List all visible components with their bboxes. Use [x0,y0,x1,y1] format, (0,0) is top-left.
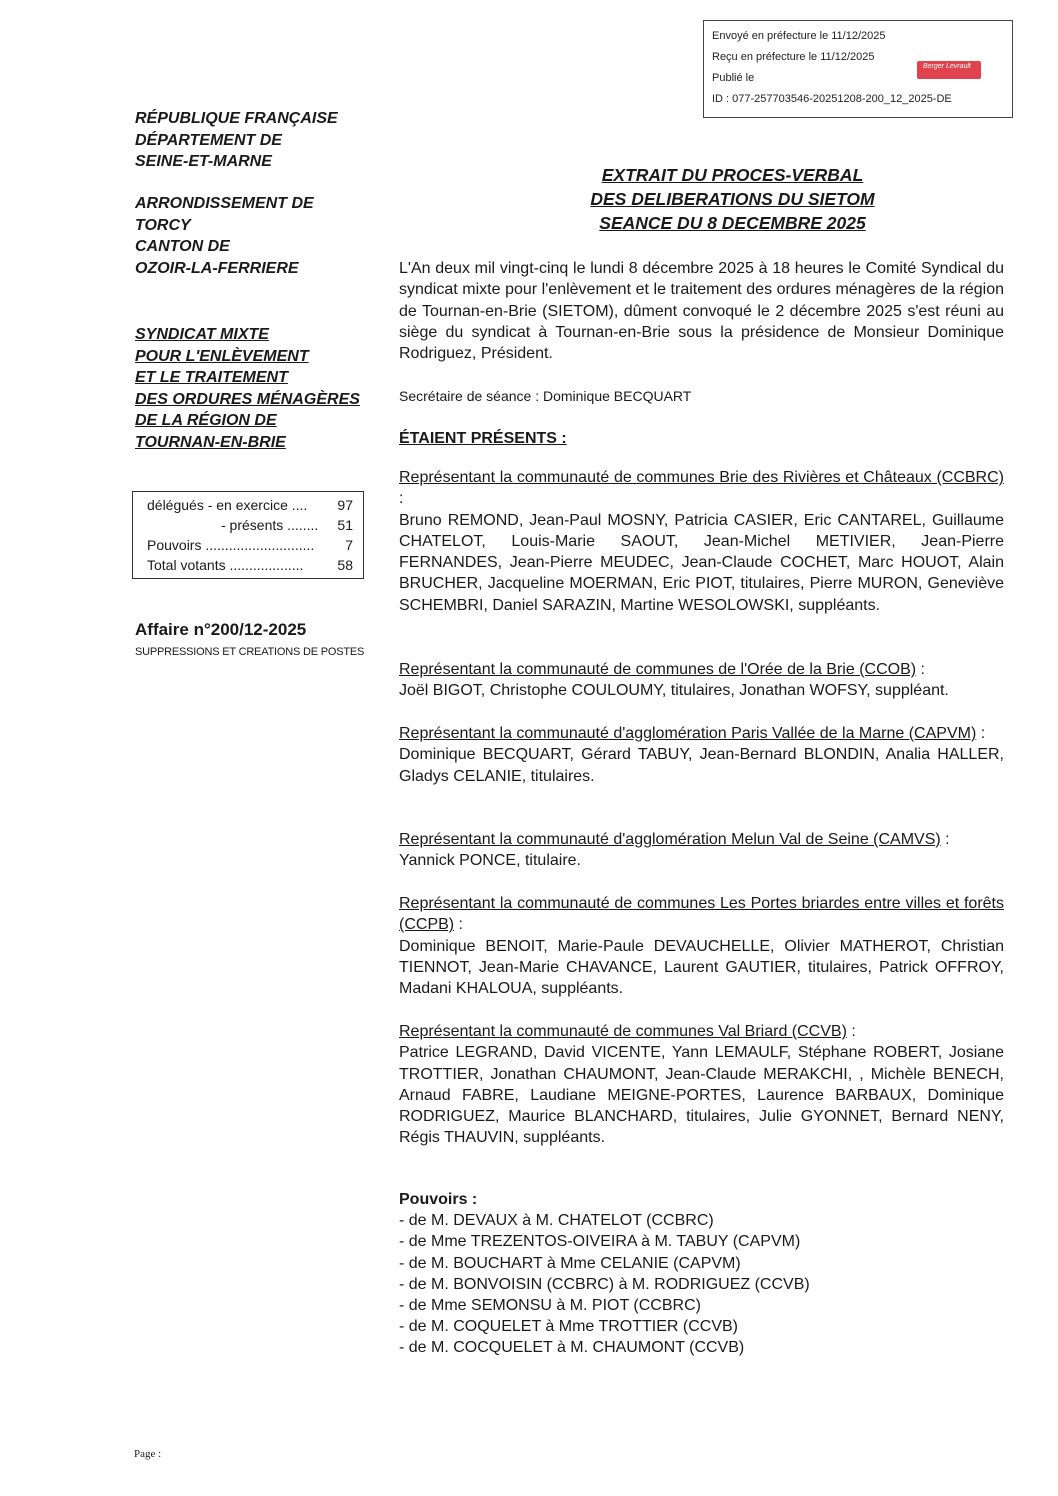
affaire-number: Affaire n°200/12-2025 [135,620,307,639]
pouvoir-item: - de M. BONVOISIN (CCBRC) à M. RODRIGUEZ (CCVB) [399,1275,810,1293]
pouvoirs-heading: Pouvoirs : [399,1191,478,1208]
group-ccpb: Représentant la communauté de communes Les Portes briardes entre villes et forêts (CCPB) : Dominique BENOIT, Marie-Paule DEVAUCHELLE, Olivier MATHEROT, Christian TIENNOT, Jean-Marie CHAVANCE, Laurent GAUTIER, titulaires, Patrick OFFROY, Madani KHALOUA, suppléants. [399,893,1004,999]
header-line: OZOIR-LA-FERRIERE [135,259,299,277]
group-members: Bruno REMOND, Jean-Paul MOSNY, Patricia CASIER, Eric CANTAREL, Guillaume CHATELOT, Louis-Marie SAOUT, Jean-Michel METIVIER, Jean-Pierre FERNANDES, Jean-Pierre MEUDEC, Jean-Claude COCHET, Marc HOUOT, Alain BRUCHER, Jacqueline MOERMAN, Eric PIOT, titulaires, Pierre MURON, Geneviève SCHEMBRI, Daniel SARAZIN, Martine WESOLOWSKI, suppléants. [399,511,1004,614]
header-syndicat [135,324,375,453]
affaire-subject: SUPPRESSIONS ET CREATIONS DE POSTES [135,646,365,658]
header-line: SYNDICAT MIXTE [135,326,269,343]
header-arrondissement [135,193,375,279]
header-line: ARRONDISSEMENT DE [135,195,314,212]
page-footer: Page : [134,1448,162,1460]
group-heading: Représentant la communauté de communes Brie des Rivières et Châteaux (CCBRC) [399,469,1004,486]
header-line: DE LA RÉGION DE [135,412,277,429]
title-line: DES DELIBERATIONS DU SIETOM [590,189,875,209]
count-value: 58 [337,557,353,573]
header-line: DÉPARTEMENT DE [135,131,282,149]
header-line: ET LE TRAITEMENT [135,369,288,386]
pouvoir-item: - de M. COCQUELET à M. CHAUMONT (CCVB) [399,1339,745,1357]
count-label: délégués - en exercice .... [147,497,308,513]
header-line: CANTON DE [135,238,230,255]
secretary-line: Secrétaire de séance : Dominique BECQUART [399,388,692,404]
group-ccvb: Représentant la communauté de communes Val Briard (CCVB) : Patrice LEGRAND, David VICENTE, Yann LEMAULF, Stéphane ROBERT, Josiane TROTTIER, Jonathan CHAUMONT, Jean-Claude MERAKCHI, , Michèle BENECH, Arnaud FABRE, Laudiane MEIGNE-PORTES, Laurence BARBAUX, Dominique RODRIGUEZ, Maurice BLANCHARD, titulaires, Julie GYONNET, Bernard NENY, Régis THAUVIN, suppléants. [399,1021,1004,1149]
count-value: 7 [345,537,353,553]
header-line: TOURNAN-EN-BRIE [135,433,286,451]
group-members: Patrice LEGRAND, David VICENTE, Yann LEMAULF, Stéphane ROBERT, Josiane TROTTIER, Jonathan CHAUMONT, Jean-Claude MERAKCHI, , Michèle BENECH, Arnaud FABRE, Laudiane MEIGNE-PORTES, Laurence BARBAUX, Dominique RODRIGUEZ, Maurice BLANCHARD, titulaires, Julie GYONNET, Bernard NENY, Régis THAUVIN, suppléants. [399,1044,1004,1147]
count-value: 51 [337,517,353,533]
pouvoir-item: - de M. DEVAUX à M. CHATELOT (CCBRC) [399,1212,714,1230]
header-line: SEINE-ET-MARNE [135,153,272,170]
group-ccbrc: Représentant la communauté de communes Brie des Rivières et Châteaux (CCBRC) : Bruno REMOND, Jean-Paul MOSNY, Patricia CASIER, Eric CANTAREL, Guillaume CHATELOT, Louis-Marie SAOUT, Jean-Michel METIVIER, Jean-Pierre FERNANDES, Jean-Pierre MEUDEC, Jean-Claude COCHET, Marc HOUOT, Alain BRUCHER, Jacqueline MOERMAN, Eric PIOT, titulaires, Pierre MURON, Geneviève SCHEMBRI, Daniel SARAZIN, Martine WESOLOWSKI, suppléants. [399,467,1004,616]
header-line: TORCY [135,216,191,234]
header-line: POUR L'ENLÈVEMENT [135,347,309,365]
present-heading: ÉTAIENT PRÉSENTS : [399,430,567,447]
header-line: RÉPUBLIQUE FRANÇAISE [135,110,338,127]
header-republique [135,108,375,173]
count-label: Total votants ................... [147,557,304,573]
title-line: SEANCE DU 8 DECEMBRE 2025 [599,213,866,233]
pouvoirs-section [399,1189,810,1359]
document-title [560,163,905,235]
group-camvs: Représentant la communauté d'agglomération Melun Val de Seine (CAMVS) : Yannick PONCE, titulaire. [399,829,1004,872]
group-members: Dominique BECQUART, Gérard TABUY, Jean-Bernard BLONDIN, Analia HALLER, Gladys CELANIE, titulaires. [399,746,1004,785]
group-members: Joël BIGOT, Christophe COULOUMY, titulaires, Jonathan WOFSY, suppléant. [399,682,949,700]
group-ccob: Représentant la communauté de communes de l'Orée de la Brie (CCOB) : Joël BIGOT, Christophe COULOUMY, titulaires, Jonathan WOFSY, suppléant. [399,659,1004,702]
group-heading: Représentant la communauté d'agglomération Paris Vallée de la Marne (CAPVM) [399,725,977,742]
stamp-id: ID : 077-257703546-20251208-200_12_2025-DE [712,93,952,105]
group-members: Yannick PONCE, titulaire. [399,852,581,870]
group-capvm: Représentant la communauté d'agglomération Paris Vallée de la Marne (CAPVM) : Dominique BECQUART, Gérard TABUY, Jean-Bernard BLONDIN, Analia HALLER, Gladys CELANIE, titulaires. [399,723,1004,787]
logo-text: Berger Levrault [923,63,971,70]
pouvoir-item: - de Mme SEMONSU à M. PIOT (CCBRC) [399,1297,701,1315]
pouvoir-item: - de M. BOUCHART à Mme CELANIE (CAPVM) [399,1254,741,1272]
count-label: Pouvoirs ............................ [147,537,315,553]
group-heading: Représentant la communauté de communes Les Portes briardes entre villes et forêts (CCPB) [399,895,1004,934]
delegates-count-box [132,491,364,579]
group-heading: Représentant la communauté d'agglomération Melun Val de Seine (CAMVS) [399,831,941,848]
pouvoir-item: - de Mme TREZENTOS-OIVEIRA à M. TABUY (CAPVM) [399,1233,801,1251]
header-line: DES ORDURES MÉNAGÈRES [135,390,360,408]
stamp-sent: Envoyé en préfecture le 11/12/2025 [712,30,886,42]
pouvoir-item: - de M. COQUELET à Mme TROTTIER (CCVB) [399,1318,739,1336]
intro-paragraph: L'An deux mil vingt-cinq le lundi 8 décembre 2025 à 18 heures le Comité Syndical du syndicat mixte pour l'enlèvement et le traitement des ordures ménagères de la région de Tournan-en-Brie (SIETOM), dûment convoqué le 2 décembre 2025 s'est réuni au siège du syndicat à Tournan-en-Brie sous la présidence de Monsieur Dominique Rodriguez, Président. [399,260,1004,363]
count-label: - présents ........ [221,517,319,533]
berger-levrault-logo [917,61,981,79]
group-heading: Représentant la communauté de communes de l'Orée de la Brie (CCOB) [399,661,917,678]
count-value: 97 [337,497,353,513]
stamp-received: Reçu en préfecture le 11/12/2025 [712,51,875,63]
stamp-published: Publié le [712,72,755,84]
title-line: EXTRAIT DU PROCES-VERBAL [601,165,864,185]
group-members: Dominique BENOIT, Marie-Paule DEVAUCHELLE, Olivier MATHEROT, Christian TIENNOT, Jean-Marie CHAVANCE, Laurent GAUTIER, titulaires, Patrick OFFROY, Madani KHALOUA, suppléants. [399,937,1004,998]
group-heading: Représentant la communauté de communes Val Briard (CCVB) [399,1023,847,1040]
